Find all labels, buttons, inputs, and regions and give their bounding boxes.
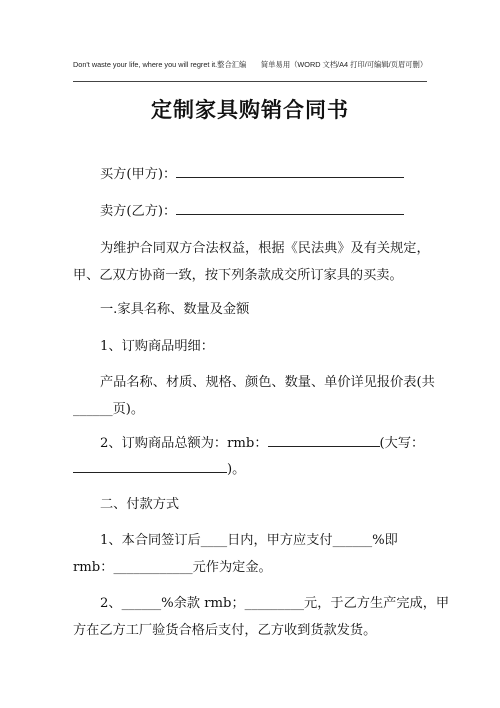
buyer-label: 买方(甲方)： xyxy=(100,167,177,182)
document-title: 定制家具购销合同书 xyxy=(151,97,349,122)
item-1-2-capital-label: (大写： xyxy=(379,436,425,451)
payment-2-line-1: 2、______%余款 rmb；_________元，于乙方生产完成，甲 xyxy=(100,596,450,611)
buyer-line xyxy=(100,163,460,182)
section-2-heading: 二、付款方式 xyxy=(100,497,180,512)
buyer-blank xyxy=(176,165,404,178)
intro-line-2: 甲、乙双方协商一致，按下列条款成交所订家具的买卖。 xyxy=(73,268,403,283)
capital-amount-blank xyxy=(73,460,227,473)
item-1-2-label: 2、订购商品总额为：rmb： xyxy=(100,436,268,451)
item-1-2-line xyxy=(100,432,460,451)
payment-1-line-1: 1、本合同签订后____日内，甲方应支付______%即 xyxy=(100,533,398,548)
header-divider xyxy=(73,81,427,82)
payment-1-line-2: rmb：____________元作为定金。 xyxy=(73,560,272,575)
page-header: Don't waste your life, where you will regret it.整合汇编 简单易用（WORD 文档/A4 打印/可编辑/页眉可删） xyxy=(73,60,427,69)
intro-line-1: 为维护合同双方合法权益，根据《民法典》及有关规定， xyxy=(100,241,430,256)
detail-line-2: ______页)。 xyxy=(73,402,145,417)
seller-label: 卖方(乙方)： xyxy=(100,204,177,219)
seller-blank xyxy=(176,202,404,215)
item-1-2-end: )。 xyxy=(227,462,246,477)
seller-line xyxy=(100,200,460,219)
total-amount-blank xyxy=(268,434,380,447)
section-1-heading: 一.家具名称、数量及金额 xyxy=(100,302,250,317)
item-1-1: 1、订购商品明细： xyxy=(100,339,214,354)
detail-line-1: 产品名称、材质、规格、颜色、数量、单价详见报价表(共 xyxy=(100,375,435,390)
payment-2-line-2: 方在乙方工厂验货合格后支付，乙方收到货款发货。 xyxy=(73,623,377,638)
item-1-2-line-2 xyxy=(73,458,433,477)
